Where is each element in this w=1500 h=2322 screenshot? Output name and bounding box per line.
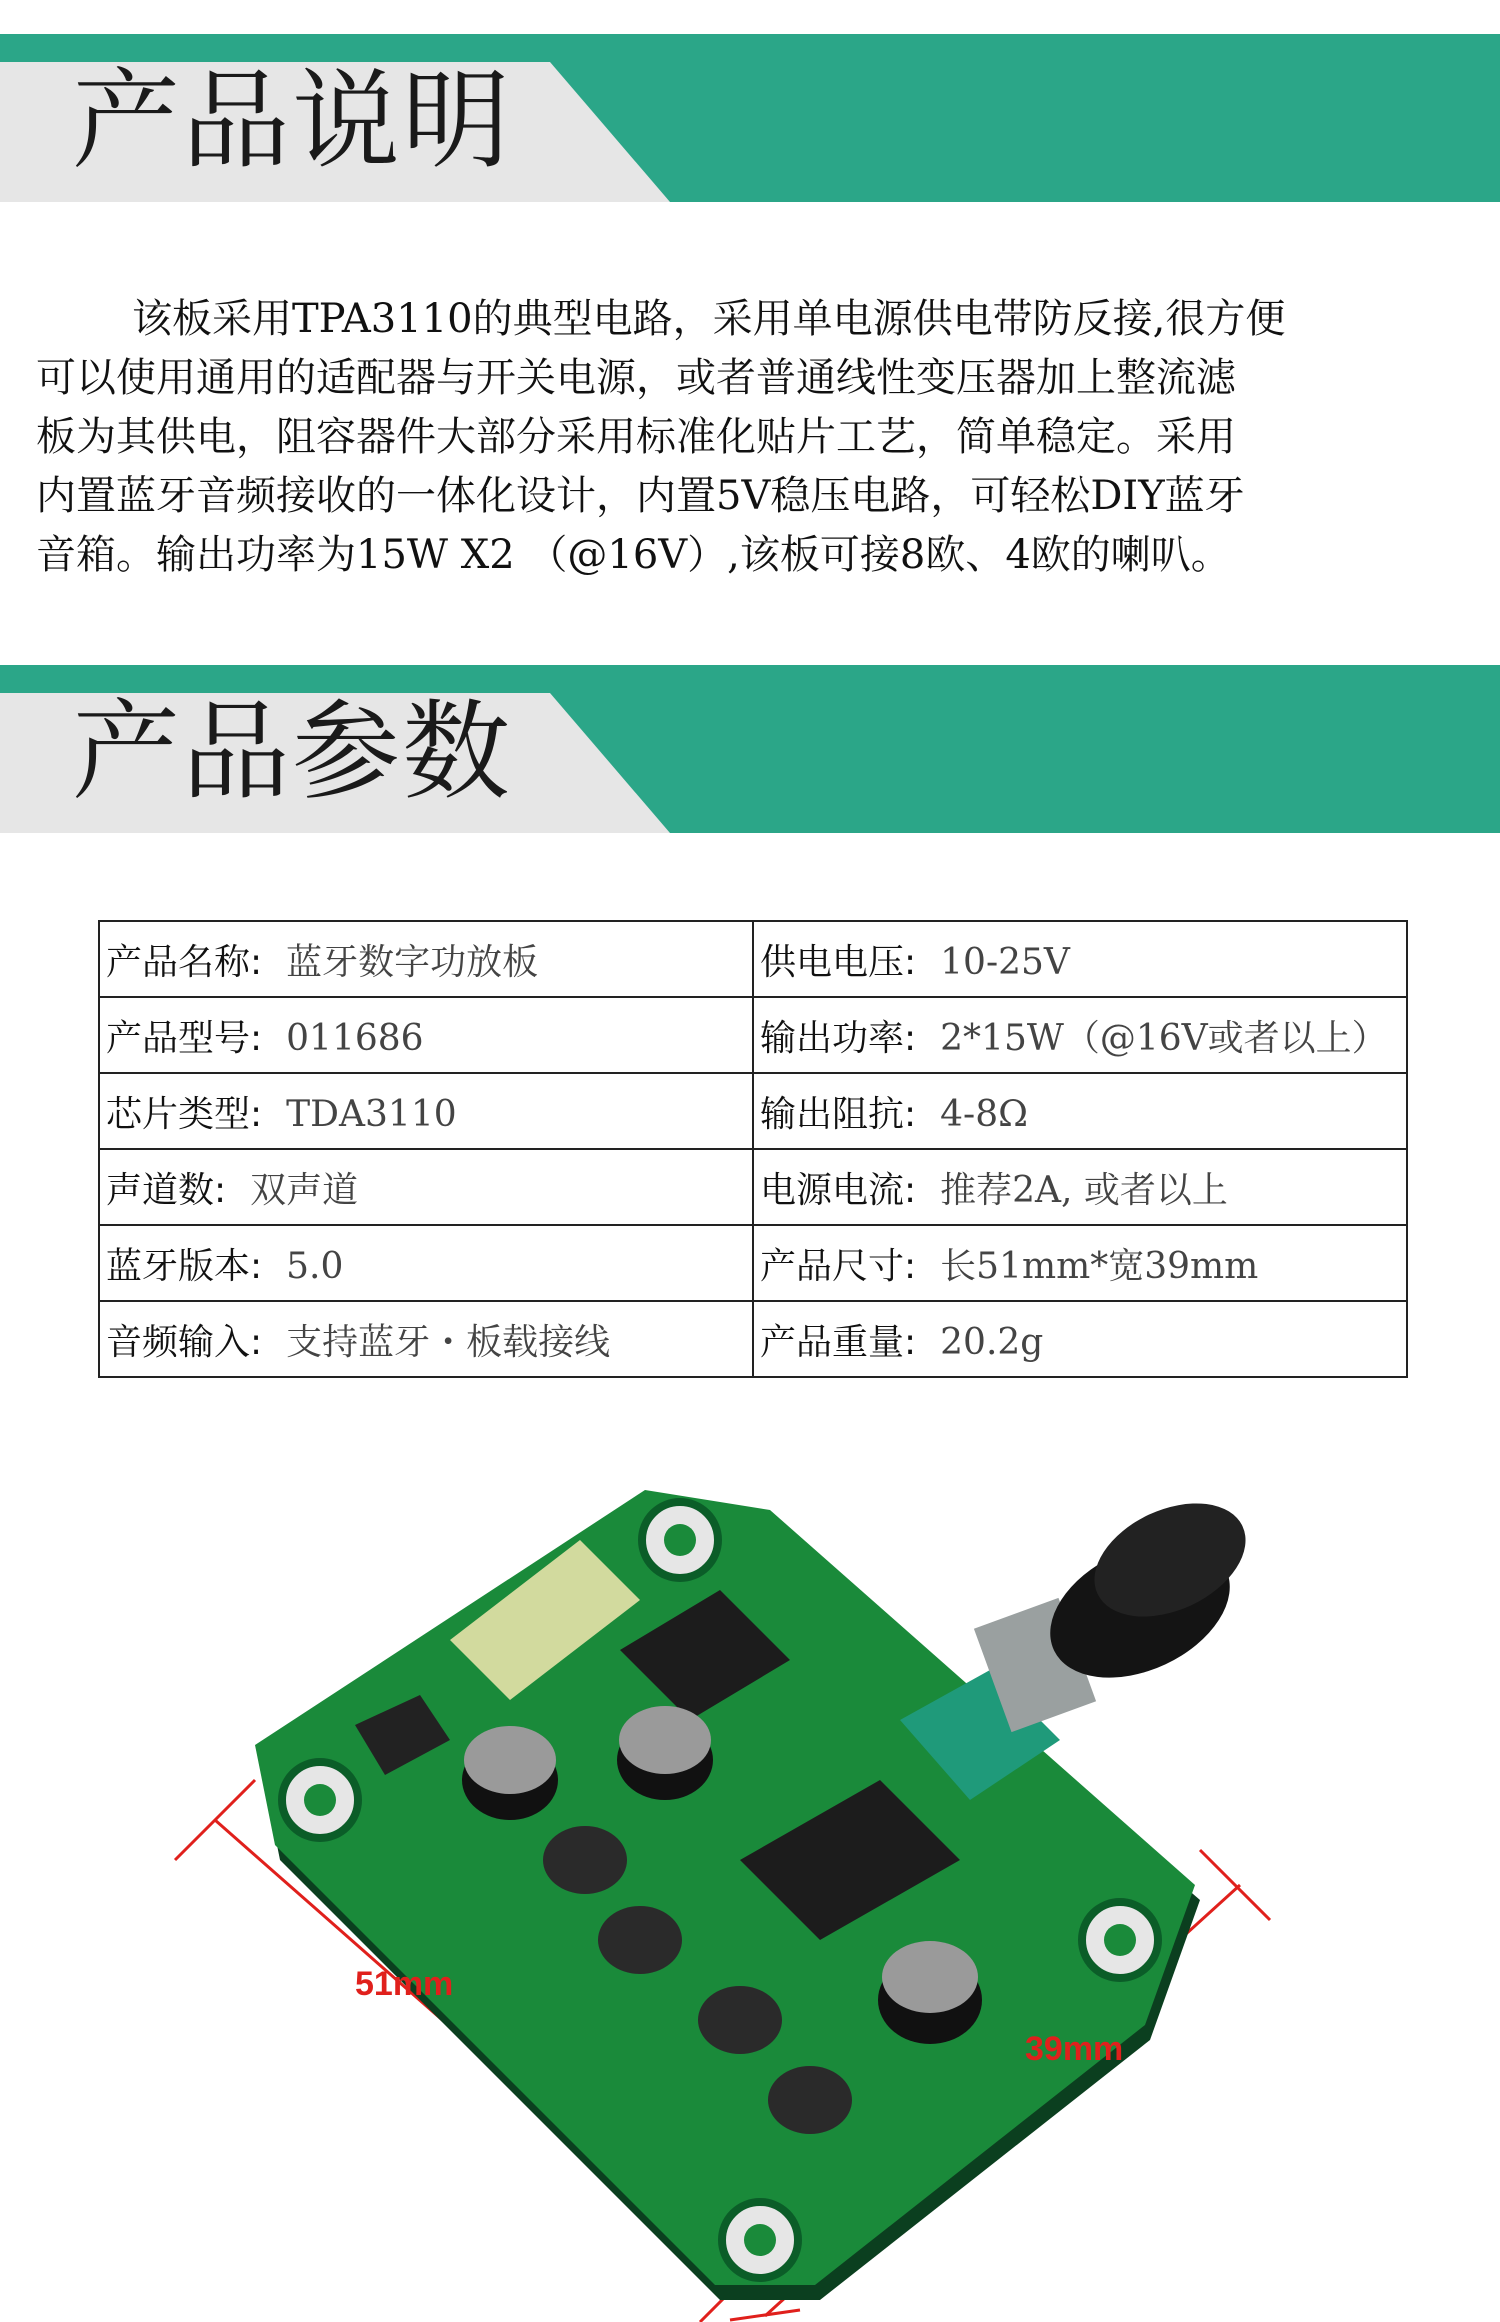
param-value: 双声道 [250, 1169, 359, 1211]
param-label: 产品型号: [106, 1017, 263, 1059]
product-photo [0, 1440, 1500, 2322]
dimension-width-label: 39mm [1025, 2030, 1124, 2068]
param-label: 电源电流: [760, 1169, 917, 1211]
param-value: 推荐2A, 或者以上 [940, 1169, 1228, 1211]
param-label: 产品重量: [760, 1321, 917, 1363]
table-cell [753, 1225, 1407, 1301]
section-banner-description [0, 34, 1500, 202]
description-line: 内置蓝牙音频接收的一体化设计，内置5V稳压电路，可轻松DIY蓝牙 [36, 473, 1245, 519]
section-banner-params [0, 665, 1500, 833]
table-cell [753, 921, 1407, 997]
table-cell [99, 1149, 753, 1225]
param-label: 产品尺寸: [760, 1245, 917, 1287]
param-value: 011686 [286, 1017, 424, 1059]
section-title-params: 产品参数 [72, 690, 513, 815]
table-row [99, 1225, 1407, 1301]
param-value: 支持蓝牙・板载接线 [286, 1321, 611, 1363]
table-row [99, 997, 1407, 1073]
param-value: TDA3110 [286, 1093, 457, 1135]
param-label: 供电电压: [760, 941, 917, 983]
table-cell [753, 1301, 1407, 1377]
param-value: 2*15W（@16V或者以上） [940, 1017, 1388, 1059]
table-row [99, 921, 1407, 997]
param-value: 蓝牙数字功放板 [286, 941, 539, 983]
description-line: 可以使用通用的适配器与开关电源，或者普通线性变压器加上整流滤 [36, 355, 1236, 401]
product-description [36, 290, 1476, 585]
table-cell [753, 1149, 1407, 1225]
param-label: 芯片类型: [106, 1093, 263, 1135]
param-label: 音频输入: [106, 1321, 263, 1363]
param-label: 产品名称: [106, 941, 263, 983]
param-value: 20.2g [940, 1321, 1044, 1363]
param-value: 长51mm*宽39mm [940, 1245, 1259, 1287]
description-line: 板为其供电，阻容器件大部分采用标准化贴片工艺，简单稳定。采用 [36, 414, 1236, 460]
table-row [99, 1149, 1407, 1225]
param-label: 蓝牙版本: [106, 1245, 263, 1287]
param-label: 输出阻抗: [760, 1093, 917, 1135]
params-table [98, 920, 1408, 1378]
table-cell [753, 1073, 1407, 1149]
description-line: 音箱。输出功率为15W X2 （@16V）,该板可接8欧、4欧的喇叭。 [36, 532, 1231, 578]
dimension-length-label: 51mm [355, 1965, 454, 2003]
table-cell [99, 997, 753, 1073]
table-row [99, 1301, 1407, 1377]
table-cell [753, 997, 1407, 1073]
table-row [99, 1073, 1407, 1149]
table-cell [99, 1073, 753, 1149]
param-value: 4-8Ω [940, 1093, 1028, 1135]
description-line: 该板采用TPA3110的典型电路，采用单电源供电带防反接,很方便 [132, 296, 1286, 342]
param-value: 10-25V [940, 941, 1070, 983]
pcb-board [255, 1481, 1264, 2300]
param-label: 输出功率: [760, 1017, 917, 1059]
param-label: 声道数: [106, 1169, 227, 1211]
param-value: 5.0 [286, 1245, 344, 1287]
table-cell [99, 1225, 753, 1301]
table-cell [99, 1301, 753, 1377]
table-cell [99, 921, 753, 997]
section-title-description: 产品说明 [72, 59, 513, 184]
